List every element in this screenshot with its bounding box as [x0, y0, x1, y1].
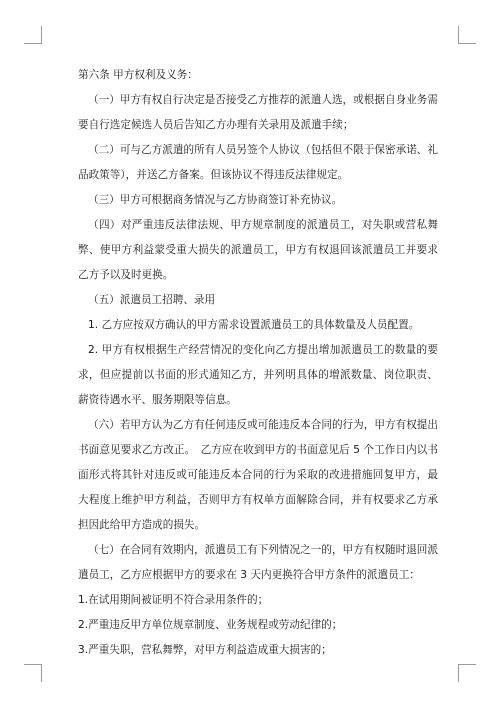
clause-7: （七）在合同有效期内，派遣员工有下列情况之一的，甲方有权随时退回派遣员工，乙方应根据甲方的要求在 3 天内更换符合甲方条件的派遣员工： [78, 544, 438, 581]
clause-4: （四）对严重违反法律法规、甲方规章制度的派遣员工，对失职或营私舞弊、使甲方利益蒙受重大损失的派遣员工，甲方有权退回该派遣员工并要求乙方予以及时更换。 [78, 219, 438, 281]
clause-1: （一）甲方有权自行决定是否接受乙方推荐的派遣人选，或根据自身业务需要自行选定候选人员后告知乙方办理有关录用及派遣手续； [78, 94, 438, 131]
document-body [78, 63, 438, 663]
crop-mark-bottom-right [458, 664, 476, 682]
clause-5-item-2: 2. 甲方有权根据生产经营情况的变化向乙方提出增加派遣员工的数量的要求，但应提前以书面的形式通知乙方，并列明具体的增派数量、岗位职责、薪资待遇水平、服务期限等信息。 [78, 344, 438, 406]
crop-mark-top-right [458, 26, 476, 44]
clause-6: （六）若甲方认为乙方有任何违反或可能违反本合同的行为，甲方有权提出书面意见要求乙方改正。 乙方应在收到甲方的书面意见后 5 个工作日内以书面形式将其针对违反或可能违反本合同的行为采取的改进措施回复甲方，最大程度上维护甲方利益，否则甲方有权单方面解除合同，并有权要求乙方承担因此给甲方造成的损失。 [78, 419, 438, 531]
clause-7-item-2: 2.严重违反甲方单位规章制度、业务规程或劳动纪律的； [78, 619, 343, 631]
crop-mark-bottom-left [24, 664, 42, 682]
clause-2: （二）可与乙方派遣的所有人员另签个人协议（包括但不限于保密承诺、礼品政策等），并送乙方备案。但该协议不得违反法律规定。 [78, 144, 438, 181]
crop-mark-top-left [24, 26, 42, 44]
clause-3: （三）甲方可根据商务情况与乙方协商签订补充协议。 [88, 194, 343, 206]
clause-7-item-3: 3.严重失职，营私舞弊，对甲方利益造成重大损害的； [78, 644, 332, 656]
clause-7-item-1: 1.在试用期间被证明不符合录用条件的； [78, 594, 269, 606]
clause-5-item-1: 1. 乙方应按双方确认的甲方需求设置派遣员工的具体数量及人员配置。 [88, 319, 420, 331]
article-heading: 第六条 甲方权利及义务： [78, 69, 198, 81]
clause-5-heading: （五）派遣员工招聘、录用 [88, 294, 216, 306]
